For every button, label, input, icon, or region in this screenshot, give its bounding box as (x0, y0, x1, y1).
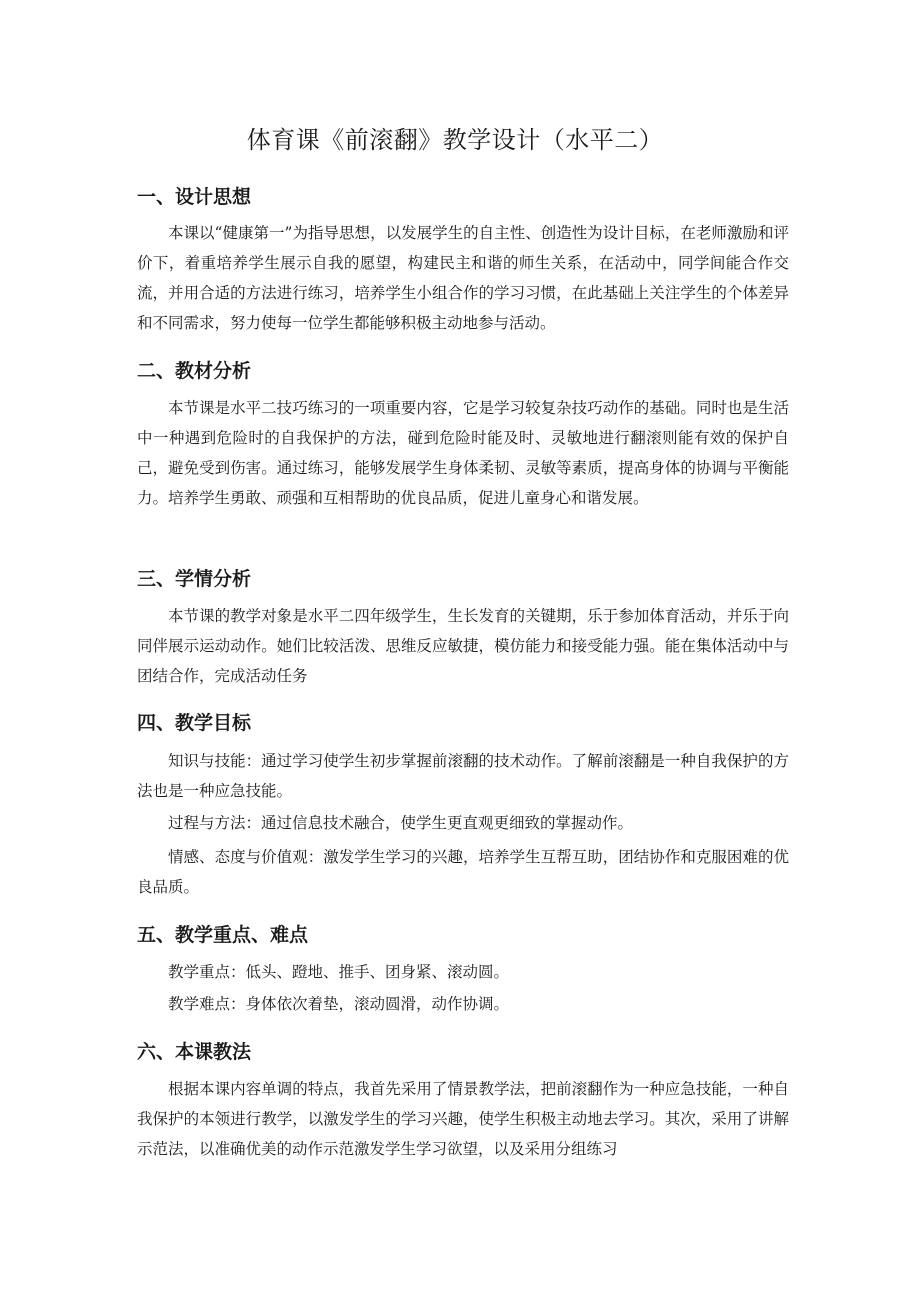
teaching-difficult-points: 教学难点：身体依次着垫，滚动圆滑，动作协调。 (168, 995, 510, 1013)
teaching-key-points: 教学重点：低头、蹬地、推手、团身紧、滚动圆。 (168, 963, 510, 981)
objective-process-methods: 过程与方法：通过信息技术融合，使学生更直观更细致的掌握动作。 (168, 814, 634, 832)
section-paragraph: 本课以“健康第一”为指导思想，以发展学生的自主性、创造性为设计目标，在老师激励和评价下，着重培养学生展示自我的愿望，构建民主和谐的师生关系，在活动中，同学间能合作交流，并用合适的方法进行练习，培养学生小组合作的学习习惯，在此基础上关注学生的个体差异和不同需求，努力使每一位学生都能够积极主动地参与活动。 (137, 224, 789, 332)
section-heading-key-difficult-points: 五、教学重点、难点 (137, 924, 309, 946)
section-paragraph: 本节课是水平二技巧练习的一项重要内容，它是学习较复杂技巧动作的基础。同时也是生活中一种遇到危险时的自我保护的方法，碰到危险时能及时、灵敏地进行翻滚则能有效的保护自己，避免受到伤害。通过练习，能够发展学生身体柔韧、灵敏等素质，提高身体的协调与平衡能力。培养学生勇敢、顽强和互相帮助的优良品质，促进儿童身心和谐发展。 (137, 399, 789, 507)
document-title: 体育课《前滚翻》教学设计（水平二） (246, 126, 664, 154)
objective-emotion-values: 情感、态度与价值观：激发学生学习的兴趣，培养学生互帮互助，团结协作和克服困难的优良品质。 (137, 848, 789, 896)
section-paragraph: 本节课的教学对象是水平二四年级学生，生长发育的关键期，乐于参加体育活动，并乐于向同伴展示运动动作。她们比较活泼、思维反应敏捷，模仿能力和接受能力强。能在集体活动中与团结合作，完成活动任务 (137, 607, 789, 685)
section-heading-teaching-methods: 六、本课教法 (137, 1041, 252, 1063)
section-heading-design-idea: 一、设计思想 (137, 186, 252, 208)
section-heading-material-analysis: 二、教材分析 (137, 360, 252, 382)
section-heading-teaching-objectives: 四、教学目标 (137, 712, 252, 734)
objective-knowledge-skills: 知识与技能：通过学习使学生初步掌握前滚翻的技术动作。了解前滚翻是一种自我保护的方法也是一种应急技能。 (137, 752, 789, 800)
section-heading-student-analysis: 三、学情分析 (137, 568, 252, 590)
section-paragraph: 根据本课内容单调的特点，我首先采用了情景教学法，把前滚翻作为一种应急技能，一种自我保护的本领进行教学，以激发学生的学习兴趣，使学生积极主动地去学习。其次，采用了讲解示范法，以准确优美的动作示范激发学生学习欲望，以及采用分组练习 (137, 1080, 789, 1158)
